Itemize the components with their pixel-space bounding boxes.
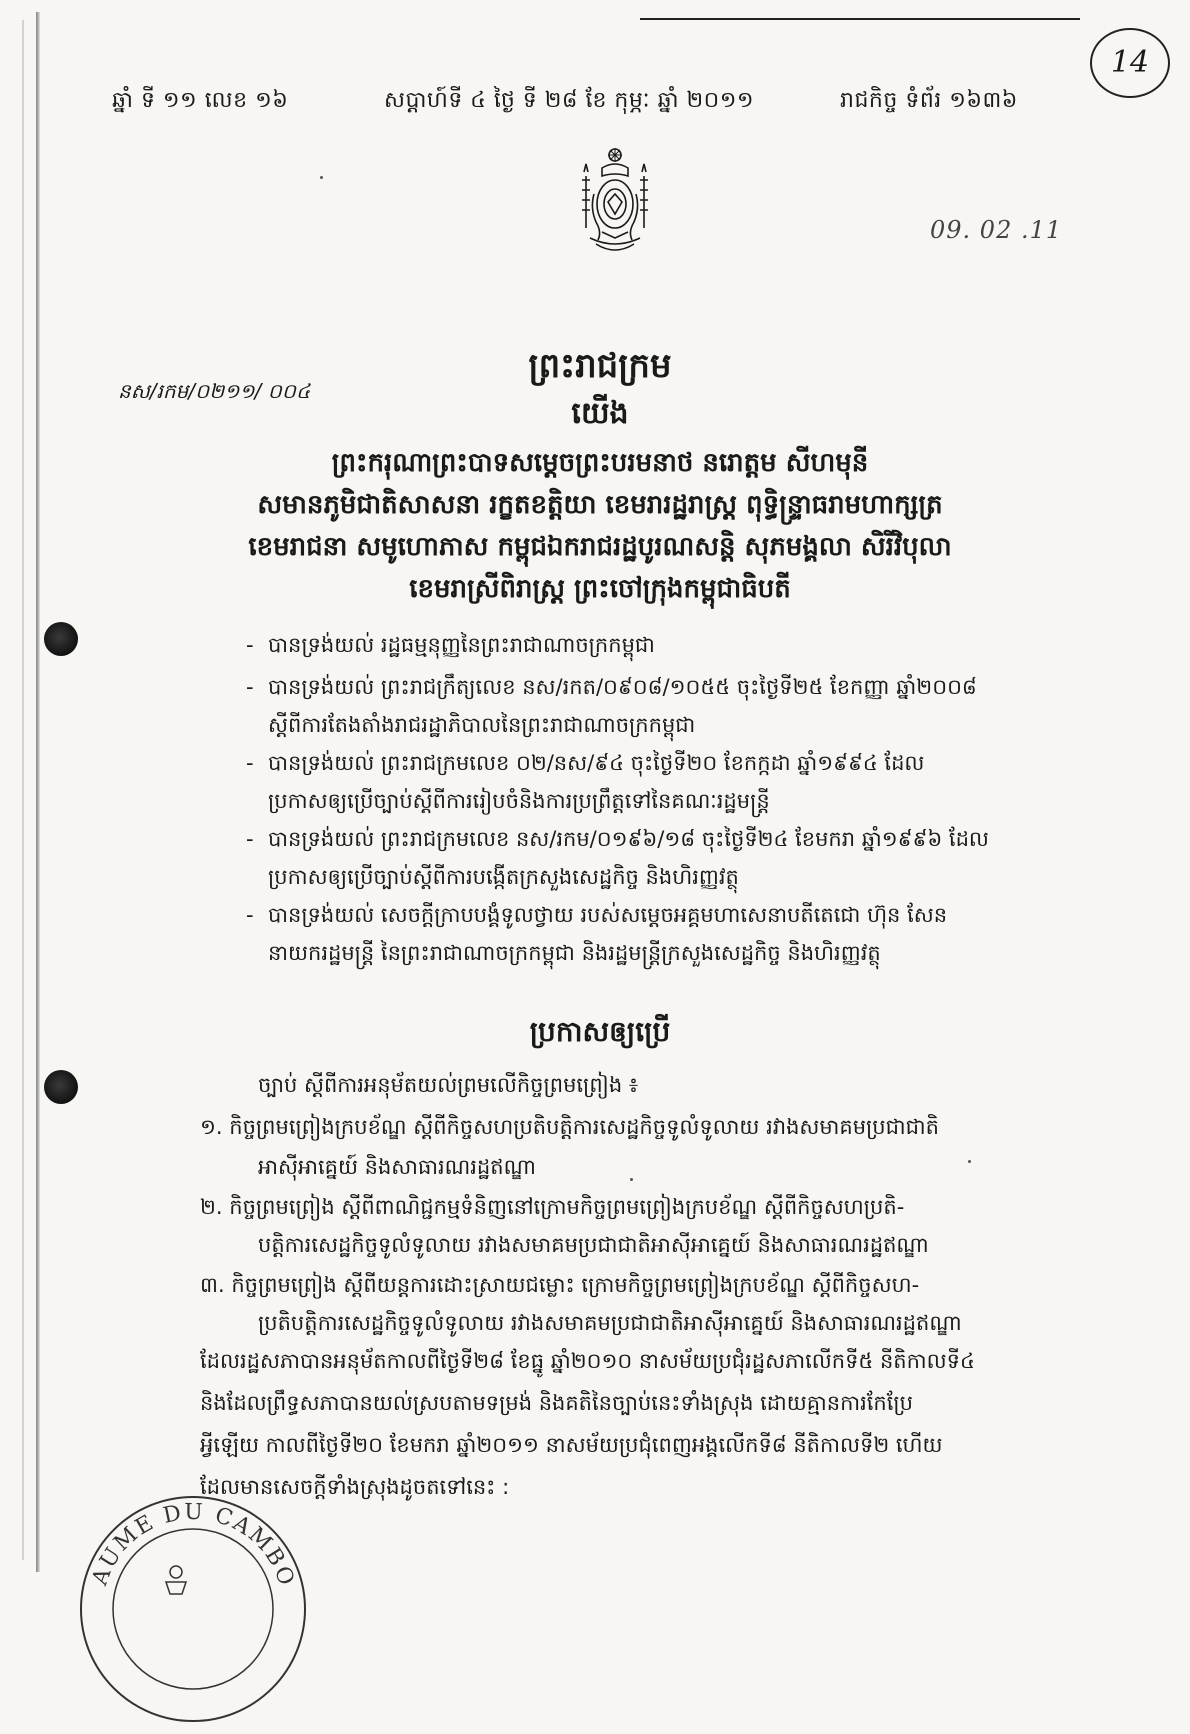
handwritten-page-number: 14 bbox=[1090, 28, 1170, 98]
seal-text: AUME DU CAMBO bbox=[87, 1499, 300, 1591]
scan-speck bbox=[320, 176, 323, 179]
scan-speck bbox=[630, 1178, 633, 1181]
promulgate-heading: ប្រកាសឲ្យប្រើ bbox=[529, 1015, 671, 1048]
agreement-item: ៣. កិច្ចព្រមព្រៀង ស្តីពីយន្តការដោះស្រាយជម្លោះ ក្រោមកិច្ចព្រមព្រៀងក្របខ័ណ្ឌ ស្តីពីកិច្ចសហ- bbox=[200, 1273, 920, 1297]
agreement-item-continued: អាស៊ីអាគ្នេយ៍ និងសាធារណរដ្ឋឥណ្ឌា bbox=[258, 1155, 536, 1179]
body-line: អ្វីឡើយ កាលពីថ្ងៃទី២០ ខែមករា ឆ្នាំ២០១១ នាសម័យប្រជុំពេញអង្គលើកទី៨ នីតិកាលទី២ ហើយ bbox=[200, 1433, 943, 1457]
preamble-item: - បានទ្រង់យល់ ព្រះរាជក្រមលេខ ០២/នស/៩៤ ចុះថ្ងៃទី២០ ខែកក្កដា ឆ្នាំ១៩៩៤ ដែល ប្រកាសឲ្យប្រើច្បាប់ស្តីពីការរៀបចំនិងការប្រព្រឹត្តទៅនៃគណៈរដ្ឋមន្ត្រី bbox=[246, 751, 925, 813]
header-issue: ឆ្នាំ ទី ១១ លេខ ១៦ bbox=[112, 88, 289, 113]
agreement-item: ១. កិច្ចព្រមព្រៀងក្របខ័ណ្ឌ ស្តីពីកិច្ចសហប្រតិបត្តិការសេដ្ឋកិច្ចទូលំទូលាយ រវាងសមាគមប្រជាជាតិ bbox=[200, 1115, 939, 1139]
binder-edge-shadow bbox=[22, 20, 24, 1560]
document-title: ព្រះរាជក្រម bbox=[528, 346, 672, 386]
top-rule bbox=[640, 18, 1080, 20]
header-date: សប្តាហ៍ទី ៤ ថ្ងៃ ទី ២៨ ខែ កុម្ភៈ ឆ្នាំ ២០១១ bbox=[384, 88, 755, 113]
official-seal-stamp bbox=[68, 1484, 318, 1734]
we-heading: យើង bbox=[571, 396, 629, 431]
preamble-item: - បានទ្រង់យល់ ព្រះរាជក្រឹត្យលេខ នស/រកត/០៩០៨/១០៥៥ ចុះថ្ងៃទី២៥ ខែកញ្ញា ឆ្នាំ២០០៨ ស្តីពីការតែងតាំងរាជរដ្ឋាភិបាលនៃព្រះរាជាណាចក្រកម្ពុជា bbox=[246, 675, 977, 737]
reference-number: នស/រកម/០២១១/ ០០៤ bbox=[118, 379, 311, 403]
agreement-item-continued: ប្រតិបត្តិការសេដ្ឋកិច្ចទូលំទូលាយ រវាងសមាគមប្រជាជាតិអាស៊ីអាគ្នេយ៍ និងសាធារណរដ្ឋឥណ្ឌា bbox=[258, 1311, 962, 1335]
preamble-item: - បានទ្រង់យល់ រដ្ឋធម្មនុញ្ញនៃព្រះរាជាណាចក្រកម្ពុជា bbox=[246, 633, 655, 657]
king-title-line: ខេមរាស្រីពិរាស្ត្រ ព្រះចៅក្រុងកម្ពុជាធិបតី bbox=[409, 574, 791, 604]
body-line: ដែលរដ្ឋសភាបានអនុម័តកាលពីថ្ងៃទី២៨ ខែធ្នូ ឆ្នាំ២០១០ នាសម័យប្រជុំរដ្ឋសភាលើកទី៥ នីតិកាលទី៤ bbox=[200, 1349, 975, 1373]
royal-arms-emblem bbox=[572, 146, 658, 258]
body-line: និងដែលព្រឹទ្ធសភាបានយល់ស្របតាមទម្រង់ និងគតិនៃច្បាប់នេះទាំងស្រុង ដោយគ្មានការកែប្រែ bbox=[200, 1391, 913, 1415]
scan-speck bbox=[968, 1160, 971, 1163]
header-page: រាជកិច្ច ទំព័រ ១៦៣៦ bbox=[840, 88, 1018, 113]
king-title-line: សមានភូមិជាតិសាសនា រក្ខតខត្តិយា ខេមរារដ្ឋរាស្ត្រ ពុទ្ធិន្ទ្រាធរាមហាក្សត្រ bbox=[257, 490, 943, 520]
handwritten-date: 09. 02 .11 bbox=[930, 216, 1063, 244]
body-line: ដែលមានសេចក្តីទាំងស្រុងដូចតទៅនេះ : bbox=[200, 1475, 510, 1499]
law-intro: ច្បាប់ ស្តីពីការអនុម័តយល់ព្រមលើកិច្ចព្រមព្រៀង ៖ bbox=[258, 1073, 639, 1097]
king-title-line: ព្រះករុណាព្រះបាទសម្តេចព្រះបរមនាថ នរោត្តម សីហមុនី bbox=[331, 448, 869, 478]
king-title-line: ខេមរាជនា សមូហោភាស កម្ពុជឯករាជរដ្ឋបូរណសន្តិ សុភមង្គលា សិរីវិបុលា bbox=[248, 532, 952, 562]
binder-edge bbox=[36, 12, 40, 1572]
preamble-item: - បានទ្រង់យល់ សេចក្តីក្រាបបង្គំទូលថ្វាយ របស់សម្តេចអគ្គមហាសេនាបតីតេជោ ហ៊ុន សែន នាយករដ្ឋមន្ត្រី នៃព្រះរាជាណាចក្រកម្ពុជា និងរដ្ឋមន្ត្រីក្រសួងសេដ្ឋកិច្ច និងហិរញ្ញវត្ថុ bbox=[246, 903, 948, 965]
punch-hole bbox=[44, 1070, 78, 1104]
punch-hole bbox=[44, 622, 78, 656]
agreement-item: ២. កិច្ចព្រមព្រៀង ស្តីពីពាណិជ្ជកម្មទំនិញនៅក្រោមកិច្ចព្រមព្រៀងក្របខ័ណ្ឌ ស្តីពីកិច្ចសហប្រតិ- bbox=[200, 1195, 905, 1219]
agreement-item-continued: បត្តិការសេដ្ឋកិច្ចទូលំទូលាយ រវាងសមាគមប្រជាជាតិអាស៊ីអាគ្នេយ៍ និងសាធារណរដ្ឋឥណ្ឌា bbox=[258, 1233, 929, 1257]
preamble-item: - បានទ្រង់យល់ ព្រះរាជក្រមលេខ នស/រកម/០១៩៦/១៨ ចុះថ្ងៃទី២៤ ខែមករា ឆ្នាំ១៩៩៦ ដែល ប្រកាសឲ្យប្រើច្បាប់ស្តីពីការបង្កើតក្រសួងសេដ្ឋកិច្ច និងហិរញ្ញវត្ថុ bbox=[246, 827, 989, 889]
